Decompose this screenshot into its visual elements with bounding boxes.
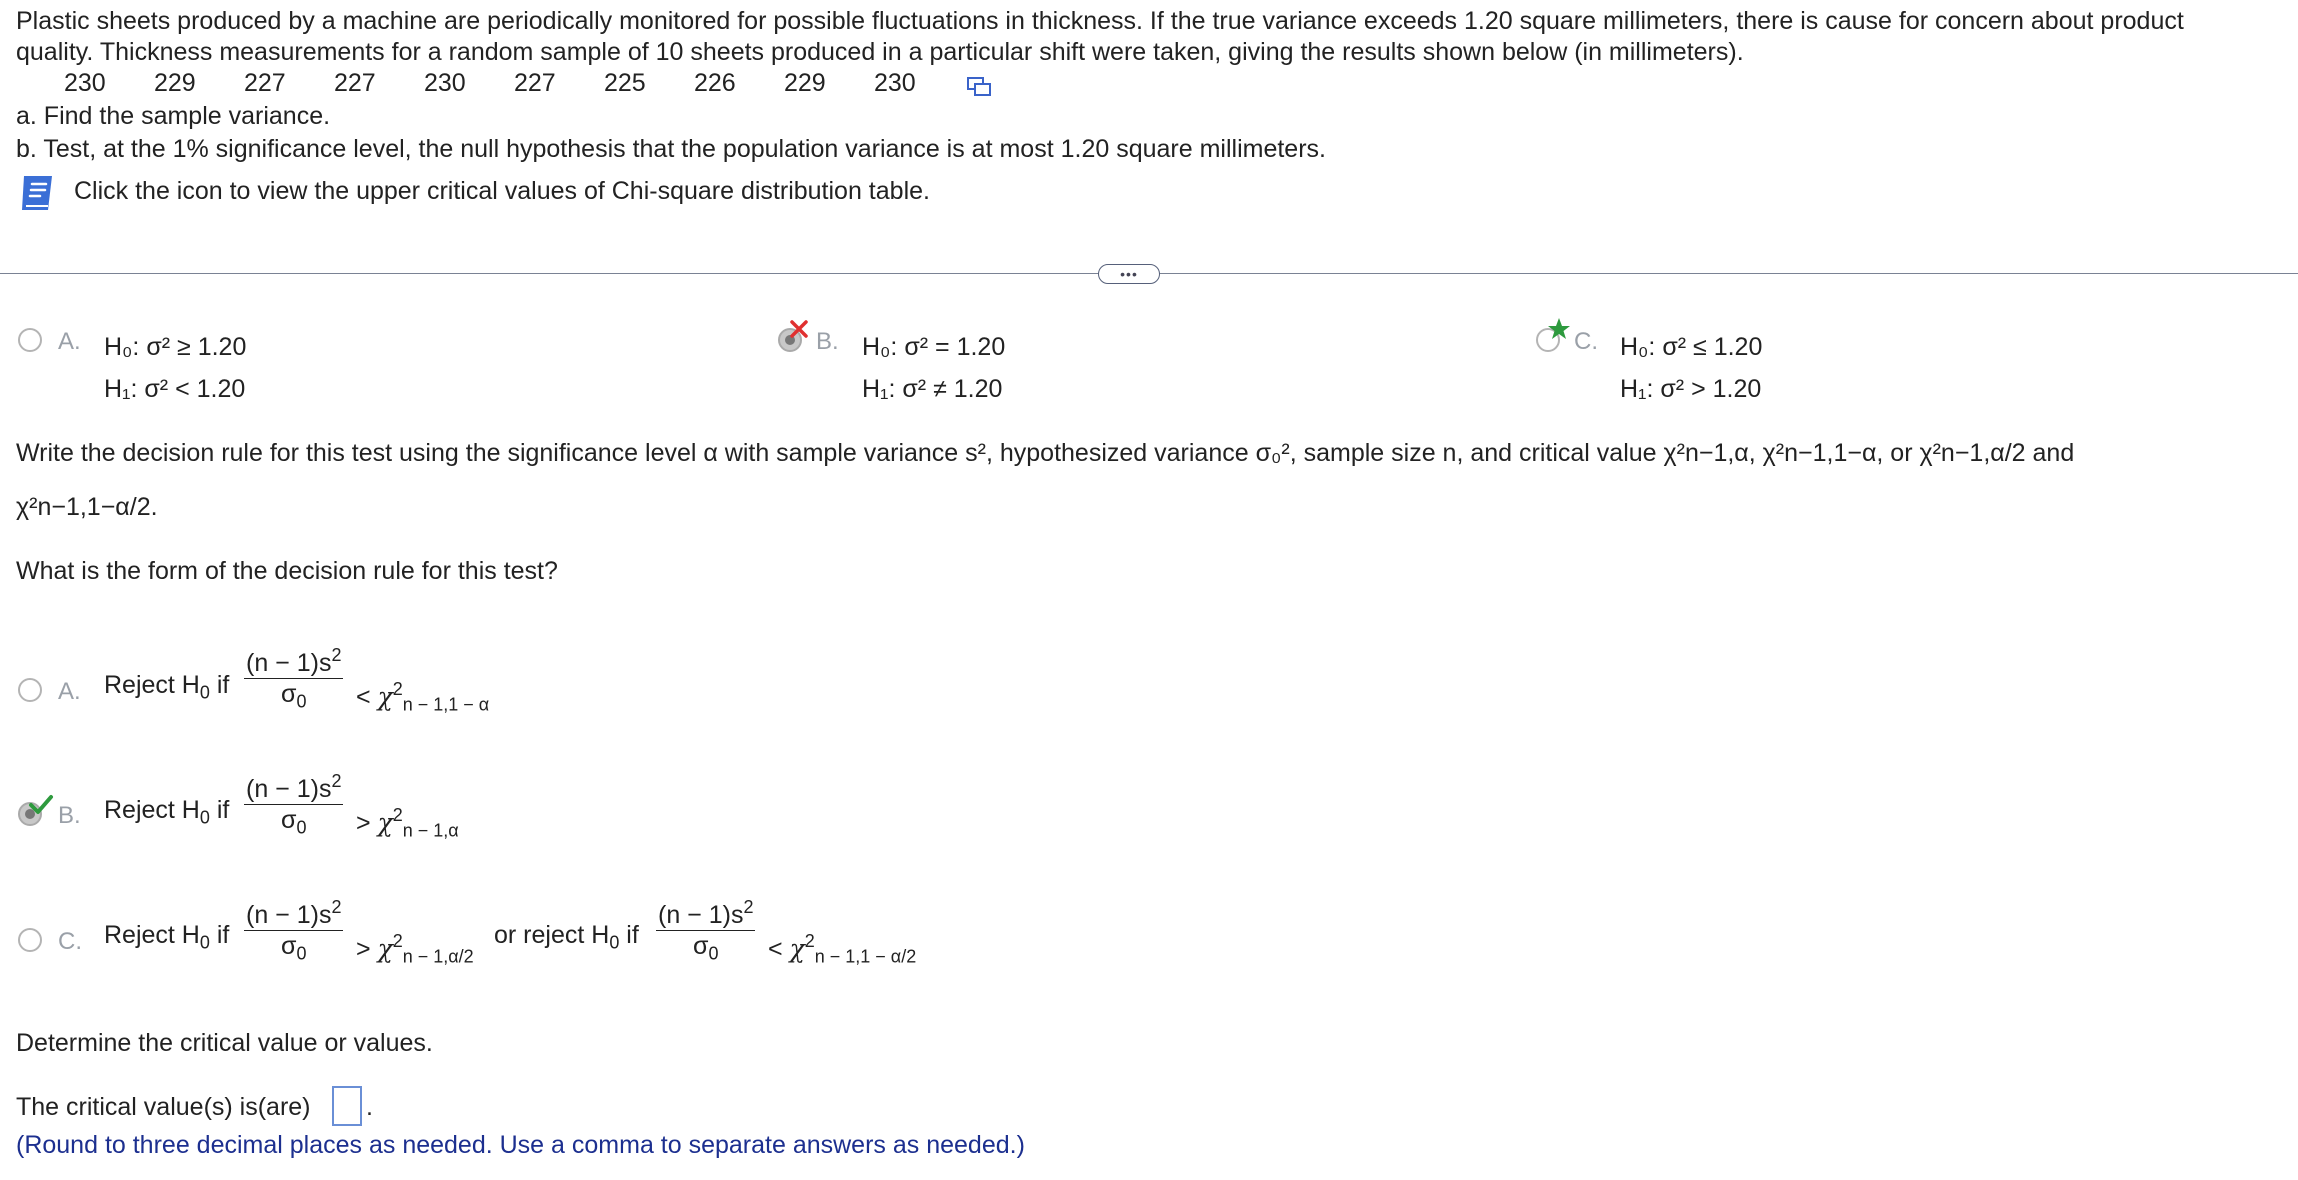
problem-intro-line2: quality. Thickness measurements for a random sample of 10 sheets produced in a particular shift were taken, giving the results shown below (in millimeters). [16,38,1744,66]
critical-prompt: The critical value(s) is(are) [16,1093,311,1121]
hypothesis-c-h0: H₀: σ² ≤ 1.20 [1620,333,1763,361]
data-value: 230 [874,69,916,97]
rule-c-letter: C. [58,928,82,955]
hypothesis-b-h0: H₀: σ² = 1.20 [862,333,1006,361]
hypothesis-b-h1: H₁: σ² ≠ 1.20 [862,375,1003,403]
data-value: 229 [154,69,196,97]
part-b: b. Test, at the 1% significance level, the null hypothesis that the population variance is at most 1.20 square millimeters. [16,135,1326,163]
correct-star-icon [1546,316,1572,342]
rule-c-fraction-2: $(n - 1)s^2$ $\sigma_0$ [658,897,754,964]
critical-hint: (Round to three decimal places as needed. Use a comma to separate answers as needed.) [16,1131,1025,1159]
hypothesis-b-letter: B. [816,328,839,355]
problem-statement [16,6,2286,68]
decision-instruction-line2: χ²n−1,1−α/2. [16,493,158,521]
rule-c-radio[interactable] [18,928,42,952]
fraction-denominator: $\sigma_0$ [281,679,307,712]
data-value: 230 [424,69,466,97]
fraction-numerator: $(n - 1)s^2$ [246,645,342,677]
data-values [64,68,964,98]
hypothesis-a-radio[interactable] [18,328,42,352]
decision-question: What is the form of the decision rule for this test? [16,557,558,585]
data-value: 227 [514,69,556,97]
rule-b-comparison: > $\chi^2_{n - 1,\alpha}$ [356,805,459,841]
book-icon[interactable] [18,172,60,214]
data-value: 227 [334,69,376,97]
rule-a-reject-text [104,670,229,707]
rule-b-letter: B. [58,802,81,829]
rule-b-fraction: $(n - 1)s^2$ $\sigma_0$ [246,771,342,838]
problem-intro-line1: Plastic sheets produced by a machine are periodically monitored for possible fluctuations in thickness. If the true variance exceeds 1.20 square millimeters, there is cause for concern about product [16,7,2184,35]
if-label: if [216,671,230,699]
data-value: 229 [784,69,826,97]
h0-subscript: 0 [199,682,210,703]
incorrect-x-icon [788,318,810,340]
decision-instruction-line1: Write the decision rule for this test using the significance level α with sample variance s², hypothesized variance σ₀², sample size n, and critical value χ²n−1,α, χ²n−1,1−α, or χ²n−1,α/2 and [16,439,2075,467]
rule-c-reject-text: Reject $H_0$ if [104,921,230,953]
part-a: a. Find the sample variance. [16,102,331,130]
rule-c-comparison-1: > $\chi^2_{n - 1,\alpha/2}$ [356,931,474,967]
rule-c-fraction-1: $(n - 1)s^2$ $\sigma_0$ [246,897,342,964]
hypothesis-a-h1: H₁: σ² < 1.20 [104,375,246,403]
critical-heading: Determine the critical value or values. [16,1029,433,1057]
table-link-text[interactable]: Click the icon to view the upper critical values of Chi-square distribution table. [74,177,930,205]
hypothesis-c-letter: C. [1574,328,1598,355]
rule-a-radio[interactable] [18,678,42,702]
data-value: 226 [694,69,736,97]
rule-c-or-reject-text: or reject $H_0$ if [494,921,639,953]
hypothesis-c-h1: H₁: σ² > 1.20 [1620,375,1762,403]
rule-b-reject-text: Reject $H_0$ if [104,796,230,828]
rule-a-letter: A. [58,678,81,705]
rule-c-comparison-2: < $\chi^2_{n - 1,1 - \alpha/2}$ [768,931,917,967]
critical-period: . [366,1093,373,1121]
copy-data-icon[interactable] [966,76,992,98]
data-value: 230 [64,69,106,97]
rule-a-fraction [244,640,343,716]
rule-a-comparison: < $\chi^2_{n - 1,1 - \alpha}$ [356,679,490,715]
data-value: 227 [244,69,286,97]
data-value: 225 [604,69,646,97]
reject-label: Reject H [104,671,200,699]
hypothesis-a-h0: H₀: σ² ≥ 1.20 [104,333,247,361]
correct-check-icon [28,794,54,816]
more-button[interactable]: ••• [1098,264,1160,284]
hypothesis-a-letter: A. [58,328,81,355]
critical-value-input[interactable] [332,1086,362,1126]
